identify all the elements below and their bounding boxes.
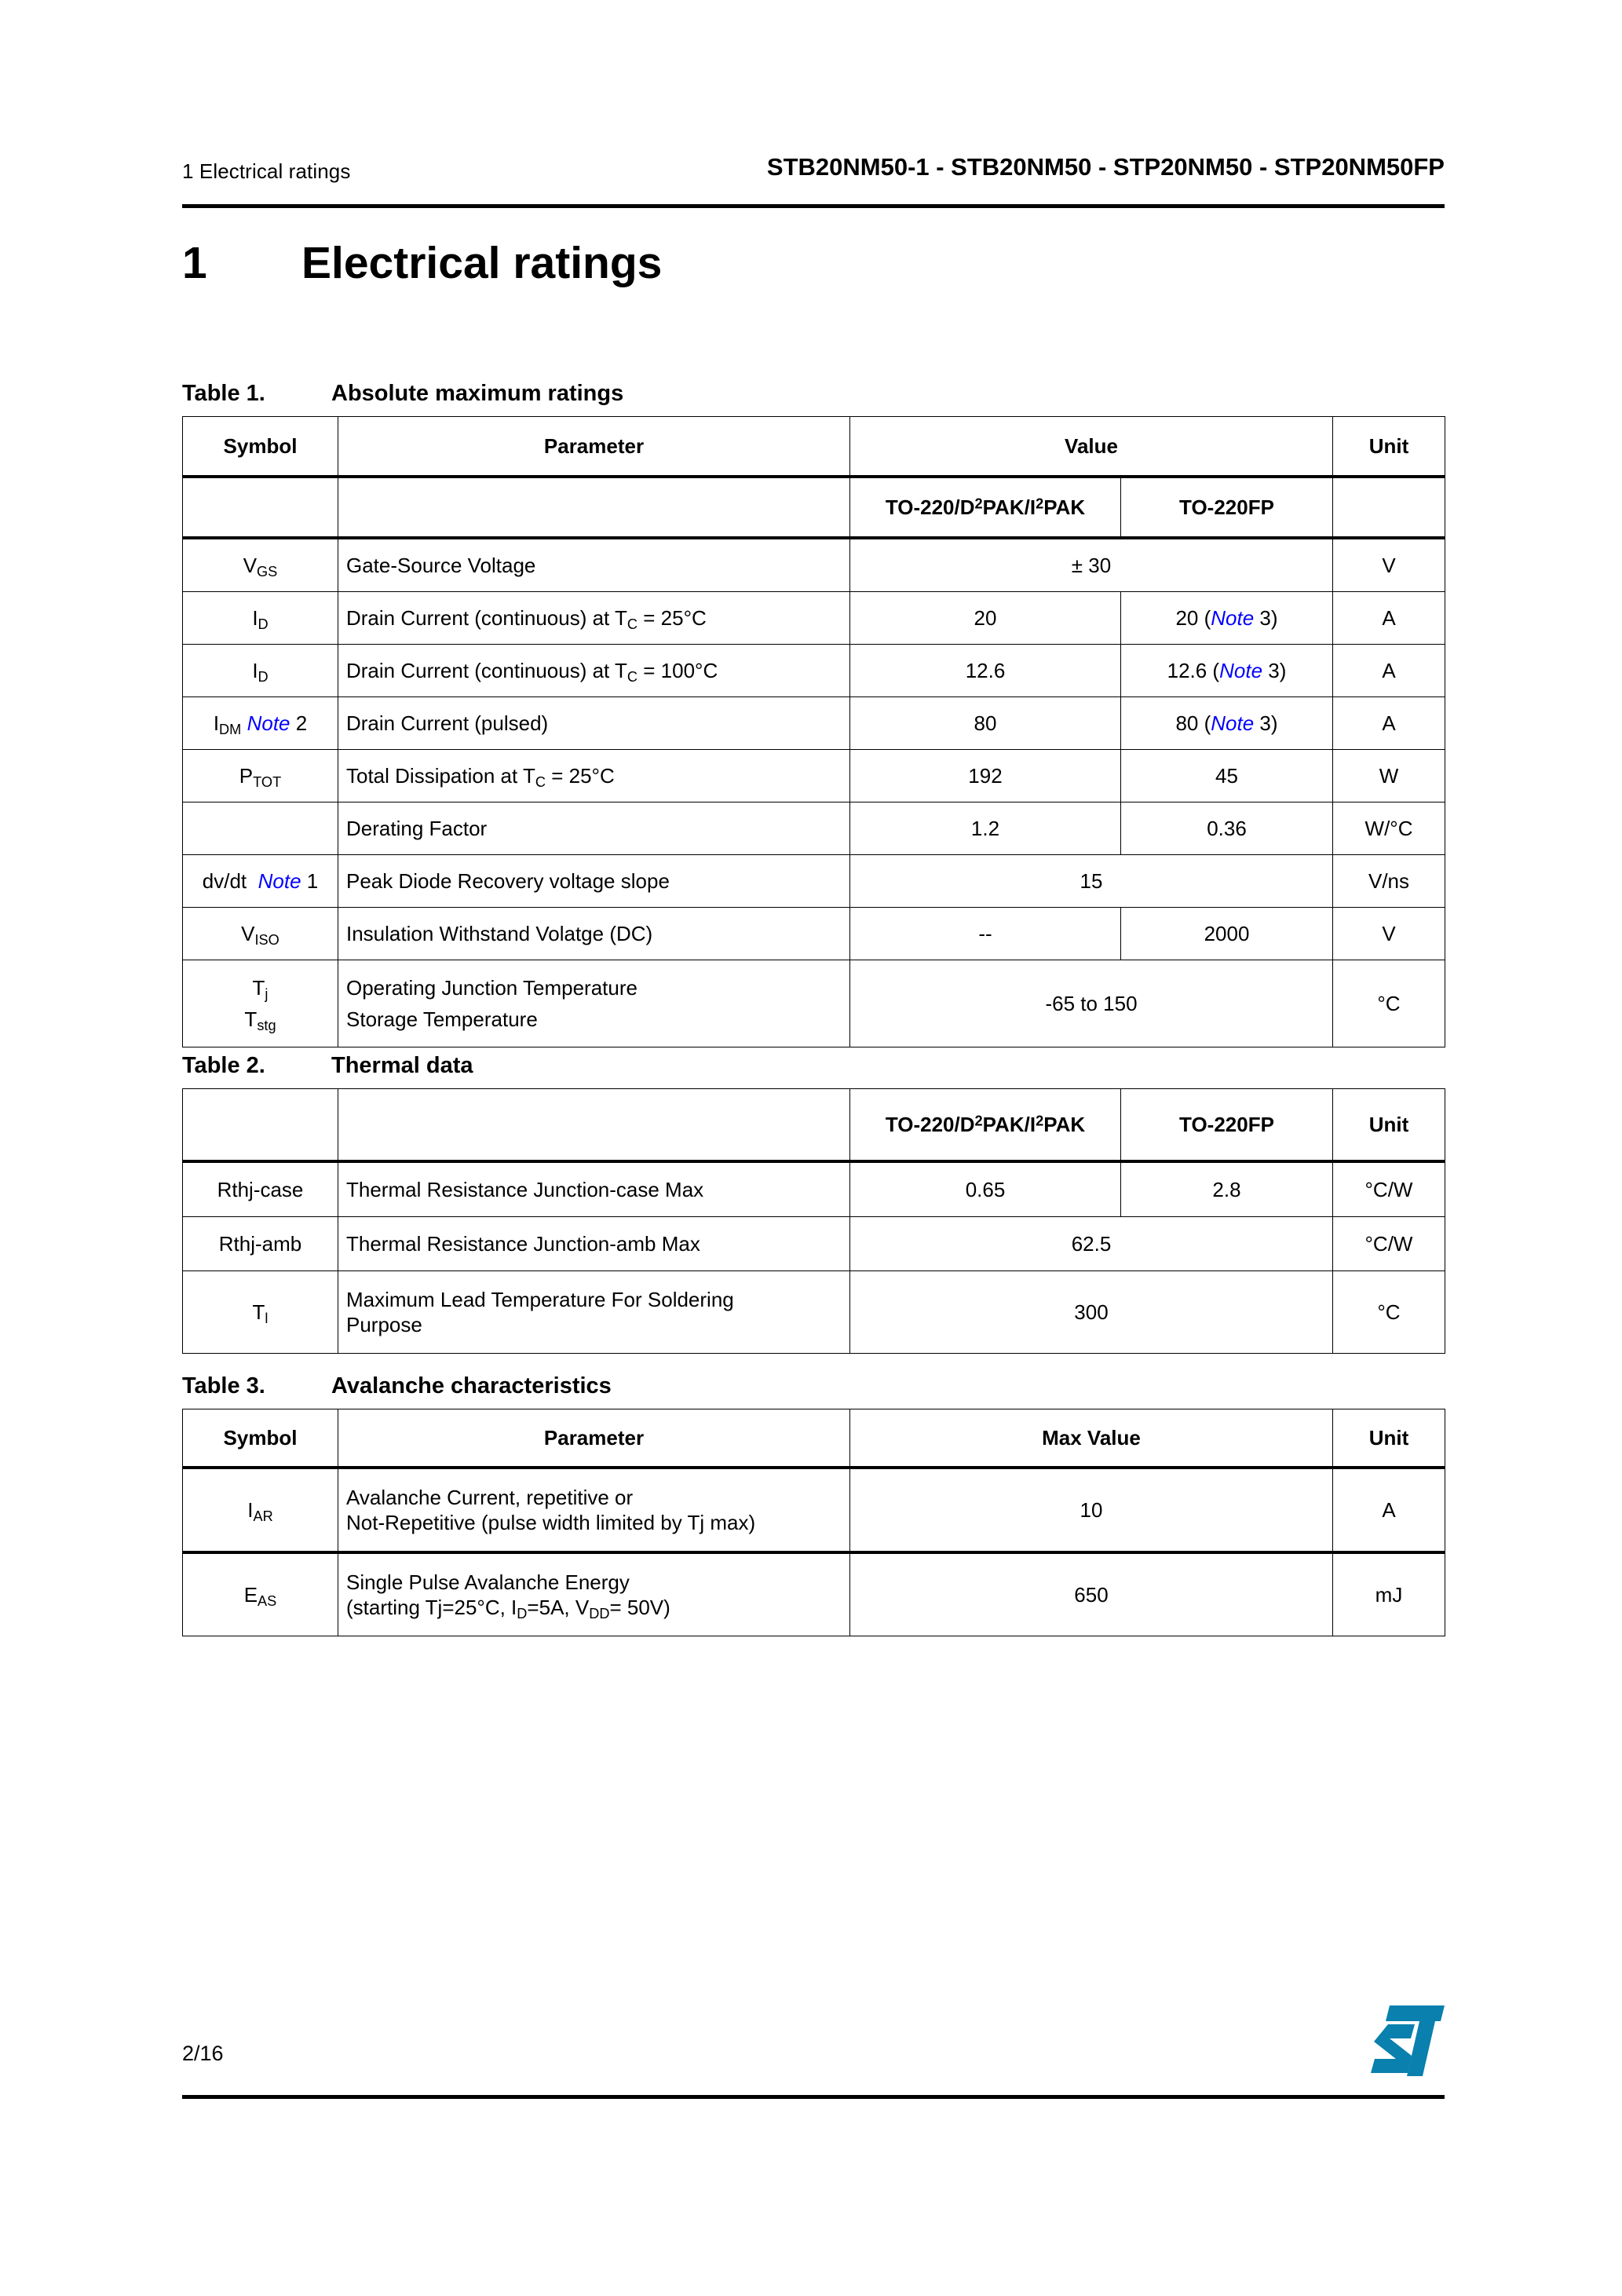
- table2-value-a-rthj-case: 0.65: [850, 1161, 1121, 1217]
- table3-symbol-eas: [183, 1552, 338, 1636]
- chapter-number: 1: [182, 238, 207, 288]
- table1-symbol-idm: [183, 697, 338, 750]
- table3-caption-text: Avalanche characteristics: [331, 1373, 612, 1398]
- parameter-text: Drain Current (continuous) at $T_C = 100^\circ C$: [346, 659, 718, 686]
- st-logo: [1366, 2001, 1448, 2079]
- table-row: [183, 1271, 1445, 1354]
- symbol-text: $I_{AR}$: [247, 1498, 273, 1525]
- table1-parameter-insulation-withstand: [338, 908, 850, 960]
- parameter-text-line2: Not-Repetitive (pulse width limited by Tj max): [346, 1511, 756, 1534]
- symbol-text: $V_{ISO}$: [241, 922, 279, 949]
- parameter-text-line1: Avalanche Current, repetitive or: [346, 1486, 634, 1509]
- table2-unit-tl: [1333, 1271, 1445, 1354]
- package-a-label: $TO-220/D^2PAK/I^2PAK$: [885, 1113, 1086, 1136]
- value-text: --: [978, 922, 992, 945]
- table3-unit-iar: A: [1333, 1468, 1445, 1552]
- table3-header-max-value: Max Value: [850, 1409, 1333, 1468]
- table1-header-parameter: Parameter: [338, 417, 850, 477]
- table2-symbol-rthj-case: Rthj-case: [183, 1161, 338, 1217]
- unit-text: A: [1382, 659, 1396, 682]
- table2-parameter-rthj-case: Thermal Resistance Junction-case Max: [338, 1161, 850, 1217]
- parameter-text: Drain Current (continuous) at $T_C = 25^\circ C$: [346, 606, 707, 633]
- unit-text: °C: [1377, 1300, 1401, 1324]
- parameter-text: Derating Factor: [346, 817, 488, 840]
- value-text: ± 30: [1071, 554, 1112, 577]
- table2-header-package-a: [850, 1089, 1121, 1162]
- unit-text: V: [1382, 554, 1396, 577]
- table2-symbol-rthj-amb: Rthj-amb: [183, 1217, 338, 1271]
- table1-symbol-vgs: [183, 538, 338, 592]
- table2-value-rthj-amb: 62.5: [850, 1217, 1333, 1271]
- table2-unit-rthj-case: [1333, 1161, 1445, 1217]
- table-row: [183, 1217, 1445, 1271]
- value-text: 20: [974, 606, 997, 630]
- unit-text: A: [1382, 606, 1396, 630]
- header-part-numbers: STB20NM50-1 - STB20NM50 - STP20NM50 - STP20NM50FP: [766, 153, 1445, 181]
- table1-value-a-derating: [850, 803, 1121, 855]
- unit-text: V/ns: [1368, 869, 1410, 893]
- table3-value-iar: 10: [850, 1468, 1333, 1552]
- table1-parameter-derating-factor: [338, 803, 850, 855]
- parameter-text: Gate-Source Voltage: [346, 554, 536, 577]
- table1-parameter-drain-current-25c: [338, 592, 850, 645]
- table1-symbol-viso: [183, 908, 338, 960]
- table1-value-a-id-100c: [850, 645, 1121, 697]
- package-a-label: $TO-220/D^2PAK/I^2PAK$: [885, 495, 1086, 519]
- table3-header-unit: Unit: [1333, 1409, 1445, 1468]
- table1-symbol-id-25c: [183, 592, 338, 645]
- parameter-text: Total Dissipation at $T_C = 25^\circ C$: [346, 764, 615, 791]
- table-row: [183, 417, 1445, 477]
- table1-value-b-ptot: [1121, 750, 1333, 803]
- table1-subheader-blank-symbol: [183, 477, 338, 538]
- table1-symbol-dvdt: [183, 855, 338, 908]
- table3-caption-label: Table 3.: [182, 1373, 265, 1398]
- page-number: 2/16: [182, 2042, 224, 2065]
- thermal-data-table: [182, 1088, 1445, 1354]
- table1-subheader-blank-unit: [1333, 477, 1445, 538]
- table1-unit-dvdt: [1333, 855, 1445, 908]
- table1-parameter-drain-current-100c: [338, 645, 850, 697]
- table3-value-eas: 650: [850, 1552, 1333, 1636]
- table-row: [183, 592, 1445, 645]
- table1-caption-text: Absolute maximum ratings: [331, 381, 624, 406]
- table2-caption-text: Thermal data: [331, 1053, 473, 1078]
- table1-value-b-id-100c: [1121, 645, 1333, 697]
- table1-value-vgs: [850, 538, 1333, 592]
- note-ref: Note: [1219, 659, 1263, 682]
- avalanche-characteristics-table: [182, 1409, 1445, 1636]
- table2-parameter-max-lead-temperature: [338, 1271, 850, 1354]
- symbol-text: $E_{AS}$: [243, 1583, 277, 1610]
- note-ref: Note: [1211, 711, 1255, 735]
- table2-header-unit: Unit: [1333, 1089, 1445, 1162]
- table-row: [183, 477, 1445, 538]
- parameter-text-line1: Single Pulse Avalanche Energy: [346, 1570, 630, 1594]
- parameter-text-line1: Maximum Lead Temperature For Soldering: [346, 1288, 734, 1311]
- chapter-title-text: Electrical ratings: [301, 238, 663, 288]
- note-ref: Note: [1211, 606, 1255, 630]
- table-row: [183, 1089, 1445, 1162]
- table-row: [183, 1409, 1445, 1468]
- table2-unit-rthj-amb: [1333, 1217, 1445, 1271]
- table1-subheader-package-a: [850, 477, 1121, 538]
- table2-symbol-tl: [183, 1271, 338, 1354]
- table-row: [183, 1161, 1445, 1217]
- value-text: 80: [974, 711, 997, 735]
- value-text: 45: [1215, 764, 1238, 788]
- parameter-text: Peak Diode Recovery voltage slope: [346, 869, 670, 893]
- unit-text: W/°C: [1364, 817, 1413, 840]
- table1-parameter-peak-diode-recovery: [338, 855, 850, 908]
- symbol-text-tj: $T_j$: [252, 976, 269, 1003]
- table-row: [183, 1552, 1445, 1636]
- table-row: [183, 855, 1445, 908]
- table2-caption-label: Table 2.: [182, 1053, 265, 1078]
- note-ref: Note: [247, 711, 290, 735]
- parameter-text-line2: Purpose: [346, 1313, 422, 1336]
- header-section-label: 1 Electrical ratings: [182, 159, 351, 183]
- table1-parameter-total-dissipation: [338, 750, 850, 803]
- table1-header-unit: Unit: [1333, 417, 1445, 477]
- note-ref: Note: [258, 869, 301, 893]
- table1-parameter-temperatures: [338, 960, 850, 1047]
- symbol-text: $V_{GS}$: [243, 554, 278, 580]
- table1-value-temperatures: -65 to 150: [850, 960, 1333, 1047]
- table1-value-b-derating: [1121, 803, 1333, 855]
- table1-value-dvdt: [850, 855, 1333, 908]
- table1-subheader-package-b: TO-220FP: [1121, 477, 1333, 538]
- parameter-text-line2: (starting Tj=25°C, $I_D=5A$, $V_{DD}= 50V$): [346, 1596, 670, 1622]
- unit-text: V: [1382, 922, 1396, 945]
- table-row: [183, 750, 1445, 803]
- table2-header-package-b: TO-220FP: [1121, 1089, 1333, 1162]
- table2-value-tl: 300: [850, 1271, 1333, 1354]
- table-row: [183, 538, 1445, 592]
- table1-value-b-viso: [1121, 908, 1333, 960]
- table3-symbol-iar: [183, 1468, 338, 1552]
- table1-subheader-blank-parameter: [338, 477, 850, 538]
- unit-text: A: [1382, 711, 1396, 735]
- table1-unit-id-100c: [1333, 645, 1445, 697]
- unit-text: °C/W: [1364, 1232, 1413, 1256]
- header-divider: [182, 204, 1445, 208]
- symbol-text: $I_D$: [252, 659, 269, 686]
- table2-parameter-rthj-amb: Thermal Resistance Junction-amb Max: [338, 1217, 850, 1271]
- unit-text: °C: [1377, 992, 1401, 1015]
- parameter-text-operating-junction: Operating Junction Temperature: [346, 976, 637, 1000]
- table-row: [183, 697, 1445, 750]
- symbol-text: $T_l$: [252, 1300, 269, 1327]
- symbol-text: $I_D$: [252, 606, 269, 633]
- parameter-text-storage: Storage Temperature: [346, 1007, 538, 1031]
- table1-unit-vgs: [1333, 538, 1445, 592]
- value-text: 1.2: [970, 817, 1000, 840]
- value-text: 2000: [1204, 922, 1250, 945]
- table3-unit-eas: mJ: [1333, 1552, 1445, 1636]
- value-text: 15: [1080, 869, 1103, 893]
- table1-unit-temperatures: [1333, 960, 1445, 1047]
- table-row: [183, 1468, 1445, 1552]
- table3-parameter-avalanche-current: [338, 1468, 850, 1552]
- table1-unit-viso: [1333, 908, 1445, 960]
- table3-header-parameter: Parameter: [338, 1409, 850, 1468]
- table1-header-value: Value: [850, 417, 1333, 477]
- table1-value-a-id-25c: [850, 592, 1121, 645]
- table-row: [183, 803, 1445, 855]
- table-row: [183, 960, 1445, 1047]
- value-text: 0.36: [1207, 817, 1247, 840]
- absolute-maximum-ratings-table: [182, 416, 1445, 1047]
- table1-symbol-id-100c: [183, 645, 338, 697]
- table1-value-a-ptot: [850, 750, 1121, 803]
- symbol-text-tstg: $T_{stg}$: [244, 1007, 276, 1034]
- table1-symbol-ptot: [183, 750, 338, 803]
- table2-value-b-rthj-case: 2.8: [1121, 1161, 1333, 1217]
- page-title: [182, 236, 1445, 291]
- parameter-text: Drain Current (pulsed): [346, 711, 549, 735]
- table1-symbol-tj-tstg: [183, 960, 338, 1047]
- value-text: 192: [968, 764, 1003, 788]
- table1-parameter-gate-source-voltage: [338, 538, 850, 592]
- value-text: 12.6 (Note 3): [1167, 659, 1287, 682]
- value-text: 20 (Note 3): [1175, 606, 1278, 630]
- value-text: 80 (Note 3): [1175, 711, 1278, 735]
- table1-unit-idm: [1333, 697, 1445, 750]
- value-text: 12.6: [965, 659, 1006, 682]
- table-row: [183, 908, 1445, 960]
- table1-unit-id-25c: [1333, 592, 1445, 645]
- table1-value-b-id-25c: [1121, 592, 1333, 645]
- page-header: [182, 153, 1445, 195]
- symbol-text: $P_{TOT}$: [239, 764, 282, 791]
- symbol-text: $I_{DM}$ Note 2: [213, 711, 308, 738]
- table1-parameter-drain-current-pulsed: [338, 697, 850, 750]
- unit-text: W: [1379, 764, 1399, 788]
- table2-header-blank-parameter: [338, 1089, 850, 1162]
- table3-header-symbol: Symbol: [183, 1409, 338, 1468]
- table1-unit-derating: [1333, 803, 1445, 855]
- footer-divider: [182, 2095, 1445, 2099]
- table3-parameter-single-pulse-energy: [338, 1552, 850, 1636]
- table1-symbol-derating: [183, 803, 338, 855]
- parameter-text: Insulation Withstand Volatge (DC): [346, 922, 653, 945]
- table1-unit-ptot: [1333, 750, 1445, 803]
- table1-value-b-idm: [1121, 697, 1333, 750]
- table-row: [183, 645, 1445, 697]
- unit-text: °C/W: [1364, 1178, 1413, 1201]
- symbol-text: dv/dt Note 1: [202, 869, 319, 893]
- table1-header-symbol: Symbol: [183, 417, 338, 477]
- table2-header-blank-symbol: [183, 1089, 338, 1162]
- table1-value-a-viso: [850, 908, 1121, 960]
- table1-caption-label: Table 1.: [182, 381, 265, 406]
- table1-value-a-idm: [850, 697, 1121, 750]
